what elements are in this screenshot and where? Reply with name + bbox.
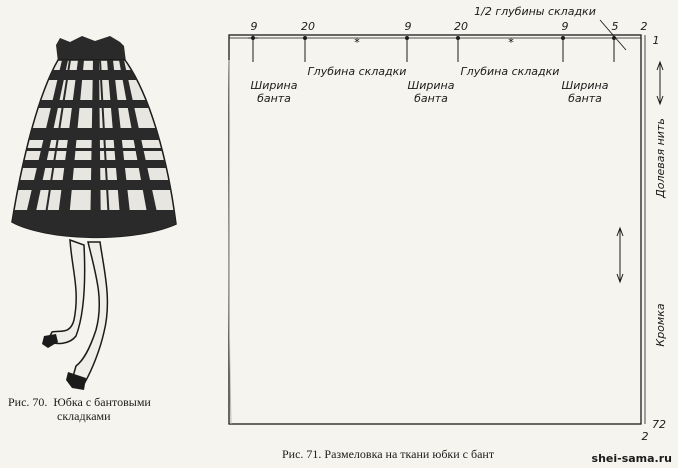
selvedge-label: Кромка (654, 303, 667, 347)
grain-arrow-right (657, 62, 663, 104)
grain-arrow-inner (617, 228, 623, 282)
skirt-illustration (0, 36, 200, 390)
corner-label-1: 1 (652, 34, 660, 47)
bow-width-label-3-line1: Ширина (561, 79, 609, 92)
corner-label-2: 2 (641, 430, 649, 443)
site-watermark[interactable]: shei-sama.ru (591, 452, 672, 465)
skirt-waistband (56, 36, 126, 62)
top-number-4: 20 (454, 20, 468, 33)
bow-width-label-1-line2: банта (257, 92, 291, 105)
svg-text:*: * (354, 36, 360, 49)
bow-width-label-2-line2: банта (414, 92, 448, 105)
corner-label-72: 72 (652, 418, 666, 431)
top-number-7: 2 (640, 20, 648, 33)
left-leg (48, 240, 85, 343)
pleat-depth-label-1: Глубина складки (307, 65, 407, 78)
figure-70-number: Рис. 70. (8, 395, 48, 409)
top-number-6: 5 (611, 20, 619, 33)
figure-71-caption: Рис. 71. Размеловка на ткани юбки с бант (282, 447, 495, 461)
top-number-5: 9 (561, 20, 569, 33)
half-depth-label: 1/2 глубины складки (474, 5, 596, 18)
figure-70-caption (8, 395, 151, 409)
bow-width-label-1-line1: Ширина (250, 79, 298, 92)
figure-70-caption-line1: Юбка с бантовыми (53, 395, 151, 409)
svg-text:*: * (508, 36, 514, 49)
bow-width-label-2-line1: Ширина (407, 79, 455, 92)
pleat-depth-label-2: Глубина складки (460, 65, 560, 78)
left-shoe (42, 334, 58, 348)
figure-70-caption-line2: складками (57, 409, 111, 423)
top-number-3: 9 (404, 20, 412, 33)
top-number-1: 9 (250, 20, 258, 33)
bow-width-label-3-line2: банта (568, 92, 602, 105)
grain-label: Долевая нить (654, 118, 667, 198)
top-number-2: 20 (301, 20, 315, 33)
